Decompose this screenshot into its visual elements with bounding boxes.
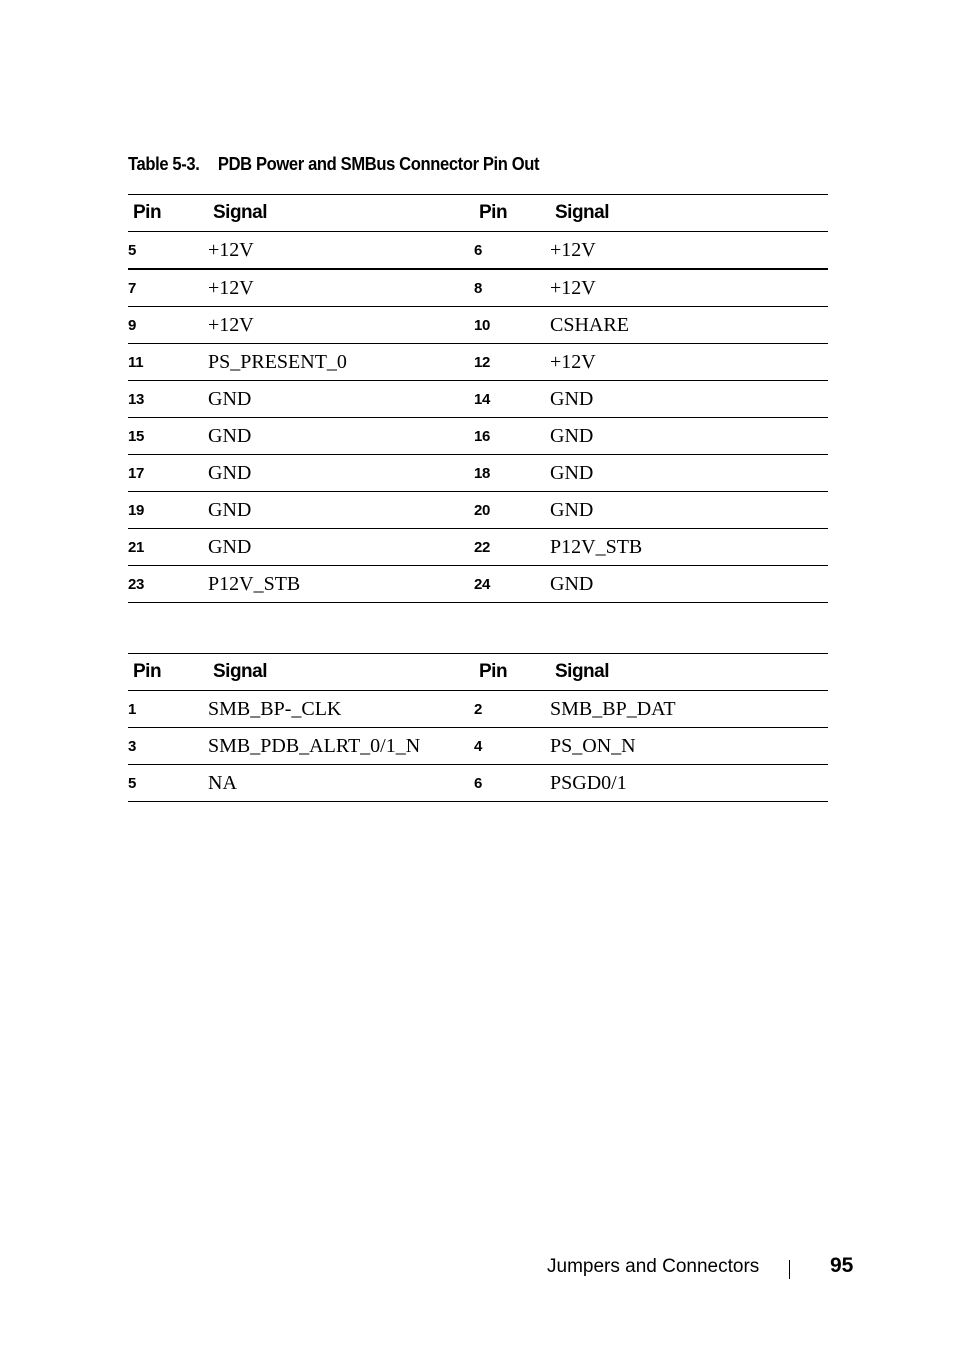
signal-name: GND [208,498,252,521]
pin-number: 24 [474,575,491,593]
signal-name: SMB_BP_DAT [550,697,676,720]
pin-number: 10 [474,316,491,334]
table-caption [128,154,539,175]
pin-number: 6 [474,241,483,259]
pin-number: 14 [474,390,491,408]
table-row [128,269,828,307]
signal-name: PS_ON_N [550,734,636,757]
table-row [128,232,828,270]
footer-separator [789,1260,790,1279]
power-connector-table [128,194,828,603]
table-row [128,418,828,455]
pin-number: 12 [474,353,491,371]
pin-number: 21 [128,538,145,556]
smbus-connector-table [128,653,828,802]
page-number: 95 [830,1254,854,1277]
signal-name: PS_PRESENT_0 [208,350,347,373]
signal-name: GND [208,535,252,558]
header-pin: Pin [133,661,162,682]
pin-number: 13 [128,390,145,408]
signal-name: SMB_PDB_ALRT_0/1_N [208,734,421,757]
table-number: Table 5-3. [128,154,200,174]
signal-name: CSHARE [550,313,629,336]
table-title: PDB Power and SMBus Connector Pin Out [217,154,540,174]
pin-number: 18 [474,464,491,482]
signal-name: GND [208,387,252,410]
signal-name: PSGD0/1 [550,771,627,794]
header-signal: Signal [213,202,268,223]
signal-name: GND [208,424,252,447]
signal-name: NA [208,771,237,794]
footer-section-title: Jumpers and Connectors [547,1256,760,1277]
pin-number: 8 [474,279,483,297]
signal-name: +12V [550,276,596,299]
pin-number: 17 [128,464,145,482]
pin-number: 15 [128,427,145,445]
table-row [128,691,828,728]
signal-name: GND [208,461,252,484]
signal-name: GND [550,461,594,484]
table-row [128,455,828,492]
header-signal: Signal [555,661,610,682]
signal-name: P12V_STB [550,535,643,558]
pin-number: 5 [128,241,137,259]
pin-number: 22 [474,538,491,556]
signal-name: +12V [550,238,596,261]
pin-number: 4 [474,737,483,755]
pin-number: 5 [128,774,137,792]
pin-number: 2 [474,700,483,718]
table-row [128,381,828,418]
header-pin: Pin [133,202,162,223]
pin-number: 3 [128,737,137,755]
pin-number: 1 [128,700,137,718]
signal-name: P12V_STB [208,572,301,595]
header-pin: Pin [479,661,508,682]
header-signal: Signal [555,202,610,223]
pin-number: 7 [128,279,137,297]
signal-name: +12V [208,313,254,336]
table-row [128,529,828,566]
header-signal: Signal [213,661,268,682]
table-row [128,492,828,529]
pin-number: 23 [128,575,145,593]
header-pin: Pin [479,202,508,223]
signal-name: +12V [550,350,596,373]
table-row [128,344,828,381]
signal-name: SMB_BP-_CLK [208,697,342,720]
table-header-row [128,654,828,691]
table-row [128,765,828,802]
pin-number: 6 [474,774,483,792]
signal-name: +12V [208,238,254,261]
pin-number: 16 [474,427,491,445]
pin-number: 9 [128,316,137,334]
table-row [128,307,828,344]
pin-number: 20 [474,501,491,519]
signal-name: GND [550,498,594,521]
table-row [128,728,828,765]
signal-name: +12V [208,276,254,299]
pin-number: 19 [128,501,145,519]
signal-name: GND [550,387,594,410]
table-header-row [128,195,828,232]
signal-name: GND [550,572,594,595]
table-row [128,566,828,603]
signal-name: GND [550,424,594,447]
pin-number: 11 [128,353,144,371]
